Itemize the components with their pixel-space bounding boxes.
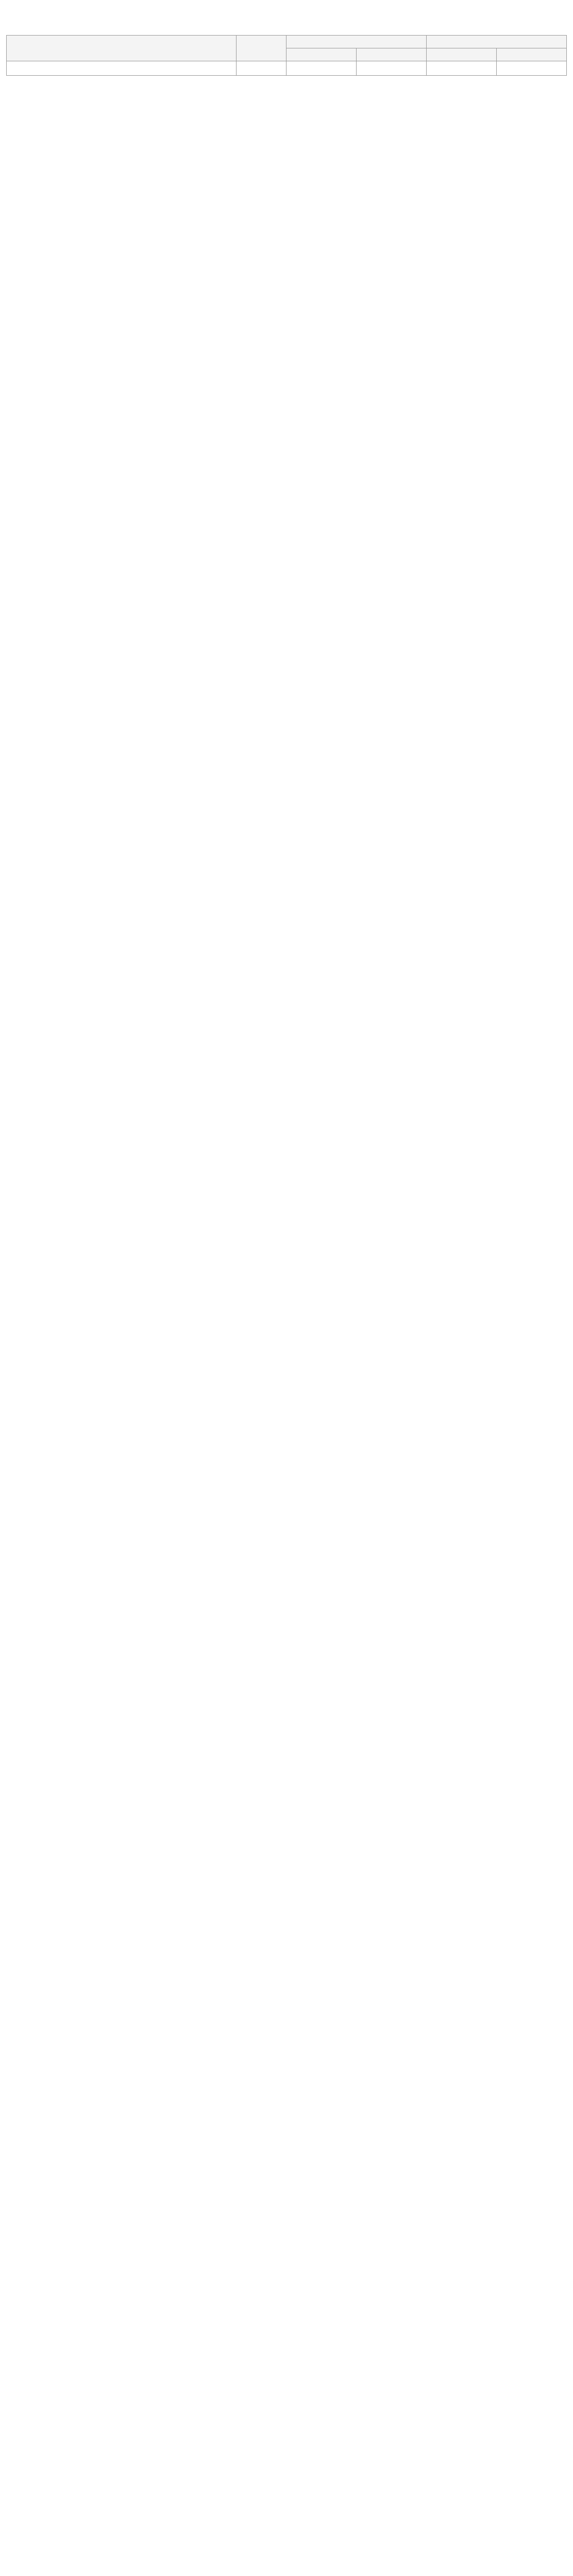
yoy-quantity: [427, 61, 497, 76]
header-quantity: [286, 48, 357, 61]
header-amount: [357, 48, 427, 61]
page-title: [6, 0, 567, 20]
header-unit: [236, 36, 286, 61]
current-quantity: [286, 61, 357, 76]
header-yoy-group: [427, 36, 567, 48]
header-current-group: [286, 36, 427, 48]
commodity-table: [6, 35, 567, 76]
header-yoy-amount: [497, 48, 567, 61]
yoy-amount: [497, 61, 567, 76]
header-name: [7, 36, 237, 61]
header-yoy-quantity: [427, 48, 497, 61]
current-amount: [357, 61, 427, 76]
unit-note: [6, 27, 567, 35]
commodity-unit: [236, 61, 286, 76]
table-row: [7, 61, 567, 76]
commodity-name: [7, 61, 237, 76]
